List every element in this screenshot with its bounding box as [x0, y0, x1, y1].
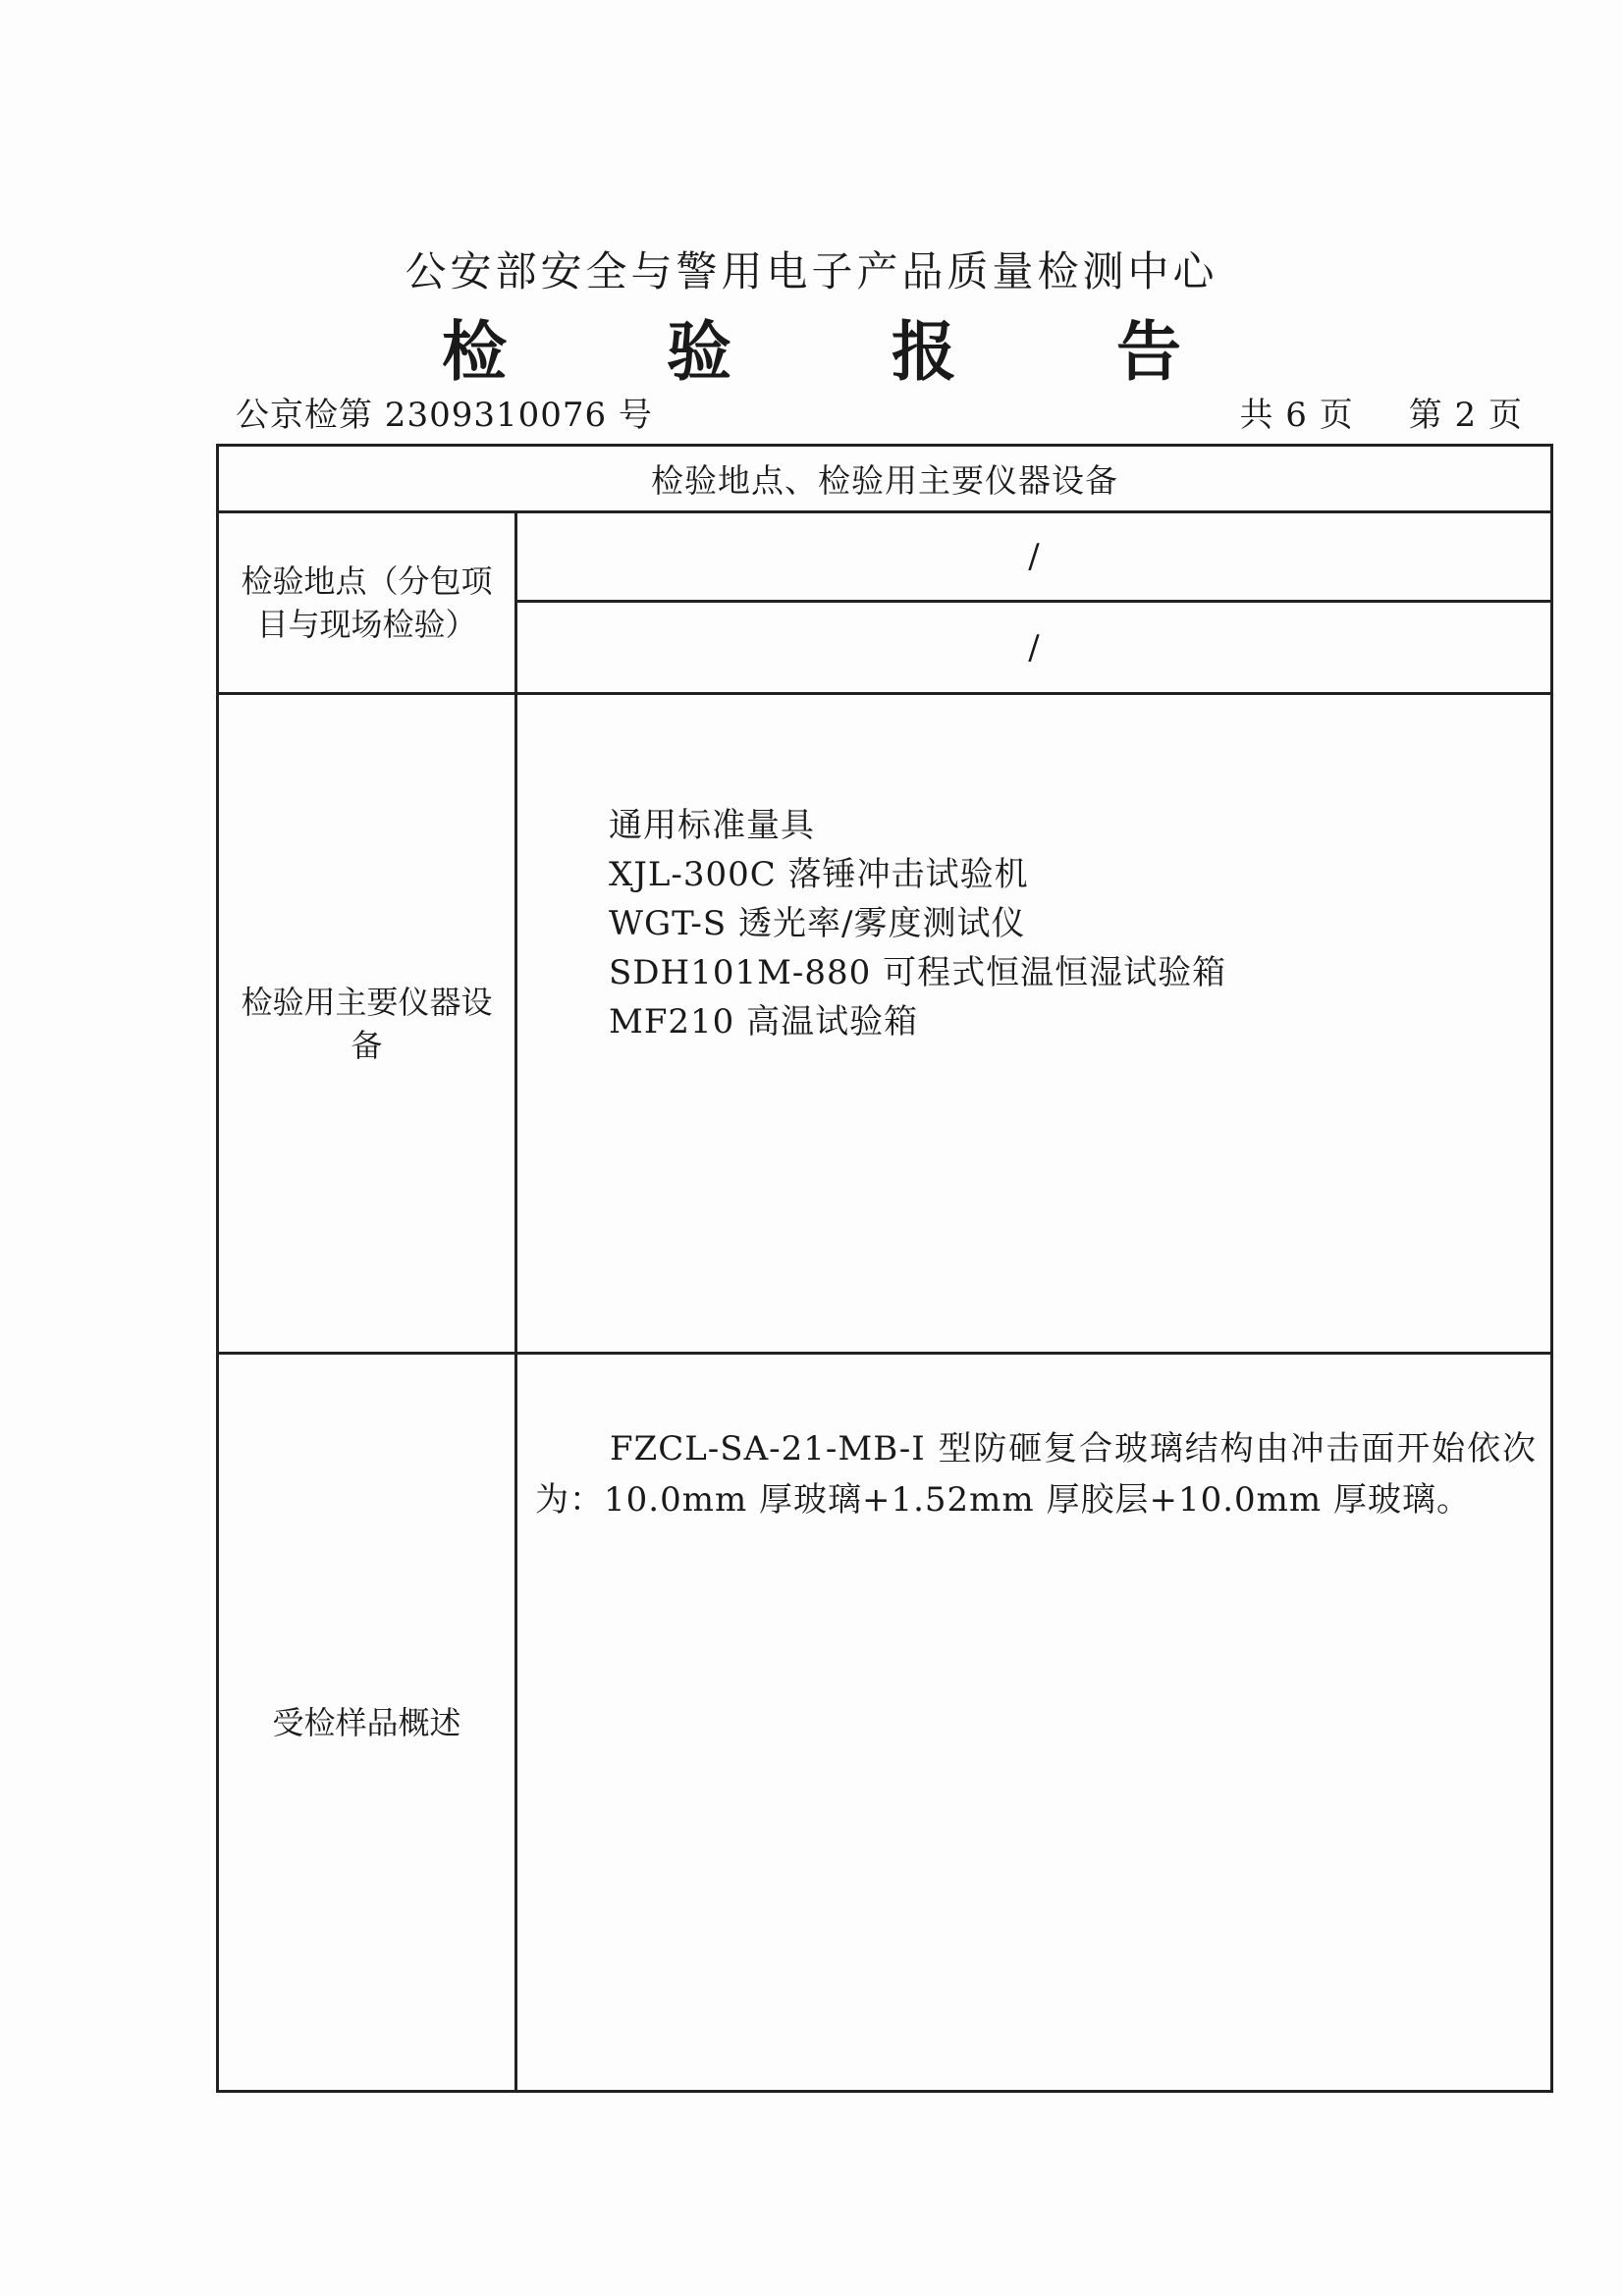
- page-info: [1240, 393, 1524, 438]
- total-pages: 共 6 页: [1239, 396, 1354, 435]
- organization-name: 公安部安全与警用电子产品质量检测中心: [405, 247, 1218, 295]
- current-page: 第 2 页: [1408, 396, 1523, 435]
- section-header: 检验地点、检验用主要仪器设备: [219, 447, 1550, 513]
- equipment-list: [609, 801, 1226, 1046]
- report-table: [216, 444, 1553, 2093]
- sample-row: [219, 1355, 1550, 2090]
- document-title: 检 验 报 告: [442, 313, 1250, 390]
- sample-values: [517, 1355, 1550, 2090]
- equipment-item: SDH101M-880 可程式恒温恒湿试验箱: [609, 953, 1227, 992]
- location-row: [219, 513, 1550, 695]
- equipment-item: WGT-S 透光率/雾度测试仪: [609, 904, 1026, 943]
- equipment-row: [219, 695, 1550, 1355]
- equipment-item: MF210 高温试验箱: [609, 1002, 919, 1041]
- location-value-2: /: [1028, 627, 1040, 667]
- location-label: 检验地点（分包项目与现场检验）: [219, 513, 517, 692]
- equipment-item: XJL-300C 落锤冲击试验机: [609, 855, 1029, 894]
- sample-description: FZCL-SA-21-MB-I 型防砸复合玻璃结构由冲击面开始依次为：10.0mm 厚玻璃+1.52mm 厚胶层+10.0mm 厚玻璃。: [535, 1429, 1537, 1520]
- equipment-values: [517, 695, 1550, 1352]
- equipment-item: 通用标准量具: [609, 806, 815, 845]
- sample-label: 受检样品概述: [219, 1355, 517, 2090]
- location-values: [517, 513, 1550, 692]
- equipment-label: 检验用主要仪器设备: [219, 695, 517, 1352]
- report-number: 公京检第 2309310076 号: [236, 396, 653, 435]
- location-value-1: /: [517, 513, 1550, 603]
